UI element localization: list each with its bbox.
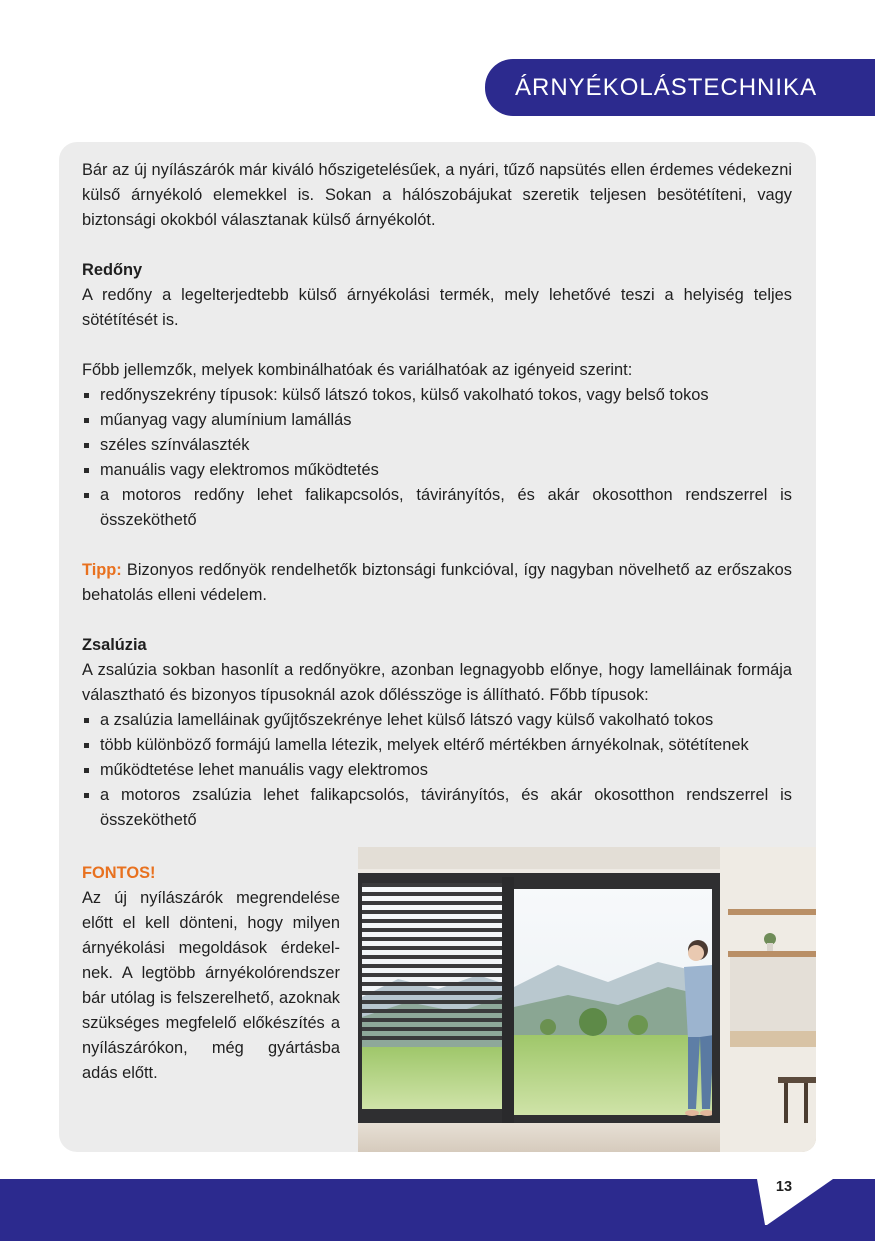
window-photo-illustration — [358, 847, 816, 1152]
section-title: ÁRNYÉKOLÁSTECHNIKA — [515, 73, 818, 101]
list-item: széles színválaszték — [82, 433, 792, 458]
section-header-tab — [485, 59, 875, 116]
page-number: 13 — [775, 1179, 793, 1195]
tip-label: Tipp: — [82, 561, 122, 579]
footer-band — [0, 1179, 875, 1241]
list-item: műanyag vagy alumínium lamállás — [82, 408, 792, 433]
intro-paragraph: Bár az új nyílászárók már kiváló hőszigetelésűek, a nyári, tűző napsütés ellen érdemes védekezni külső árnyékoló elemekkel is. Sokan a hálószobájukat szeretik teljesen besötétíteni, vagy biztonsági okokból választanak külső árnyékolót. — [82, 161, 792, 229]
list-item: manuális vagy elektromos működtetés — [82, 458, 792, 483]
redony-paragraph: A redőny a legelterjedtebb külső árnyékolási termék, mely lehetővé teszi a helyiség teljes sötétítését is. — [82, 286, 792, 329]
bullet-icon — [84, 493, 89, 498]
list-item: működtetése lehet manuális vagy elektromos — [82, 758, 792, 783]
list-item: több különböző formájú lamella létezik, melyek eltérő mértékben árnyékolnak, sötétítenek — [82, 733, 792, 758]
list-item: redőnyszekrény típusok: külső látszó tokos, külső vakolható tokos, vagy belső tokos — [82, 383, 792, 408]
zsaluzia-types-list — [82, 708, 792, 833]
bullet-icon — [84, 393, 89, 398]
fontos-label: FONTOS! — [82, 864, 156, 882]
main-content — [82, 158, 792, 833]
redony-features-list — [82, 383, 792, 533]
redony-features-intro: Főbb jellemzők, melyek kombinálhatóak és variálhatóak az igényeid szerint: — [82, 361, 633, 379]
list-item: a motoros redőny lehet falikapcsolós, távirányítós, és akár okosotthon rendszerrel is összeköthető — [82, 483, 792, 533]
redony-heading: Redőny — [82, 261, 143, 279]
list-item: a motoros zsalúzia lehet falikapcsolós, távirányítós, és akár okosotthon rendszerrel is összeköthető — [82, 783, 792, 833]
bullet-icon — [84, 443, 89, 448]
bullet-icon — [84, 718, 89, 723]
zsaluzia-heading: Zsalúzia — [82, 636, 147, 654]
photo-woman-at-window — [358, 847, 816, 1152]
bullet-icon — [84, 793, 89, 798]
fontos-note — [82, 861, 340, 1086]
bullet-icon — [84, 743, 89, 748]
zsaluzia-paragraph: A zsalúzia sokban hasonlít a redőnyökre, azonban legnagyobb előnye, hogy lamelláinak formája választható és bizonyos típusoknál azok dőlésszöge is állítható. Főbb típusok: — [82, 661, 792, 704]
list-item: a zsalúzia lamelláinak gyűjtőszekrénye lehet külső látszó vagy külső vakolható tokos — [82, 708, 792, 733]
tip-paragraph — [82, 558, 792, 608]
bullet-icon — [84, 418, 89, 423]
fontos-text: Az új nyílászárók megrendelése előtt el kell dönteni, hogy milyen árnyékolási megoldások érdekelnek. A legtöbb árnyékolórendszer bár utólag is felszerelhető, azoknak szükséges megfelelő előkészítés a nyílászárókon, még gyártásba adás előtt. — [82, 889, 340, 1082]
tip-text: Bizonyos redőnyök rendelhetők biztonsági funkcióval, így nagyban növelhető az erőszakos behatolás elleni védelem. — [82, 561, 792, 604]
bullet-icon — [84, 468, 89, 473]
bullet-icon — [84, 768, 89, 773]
